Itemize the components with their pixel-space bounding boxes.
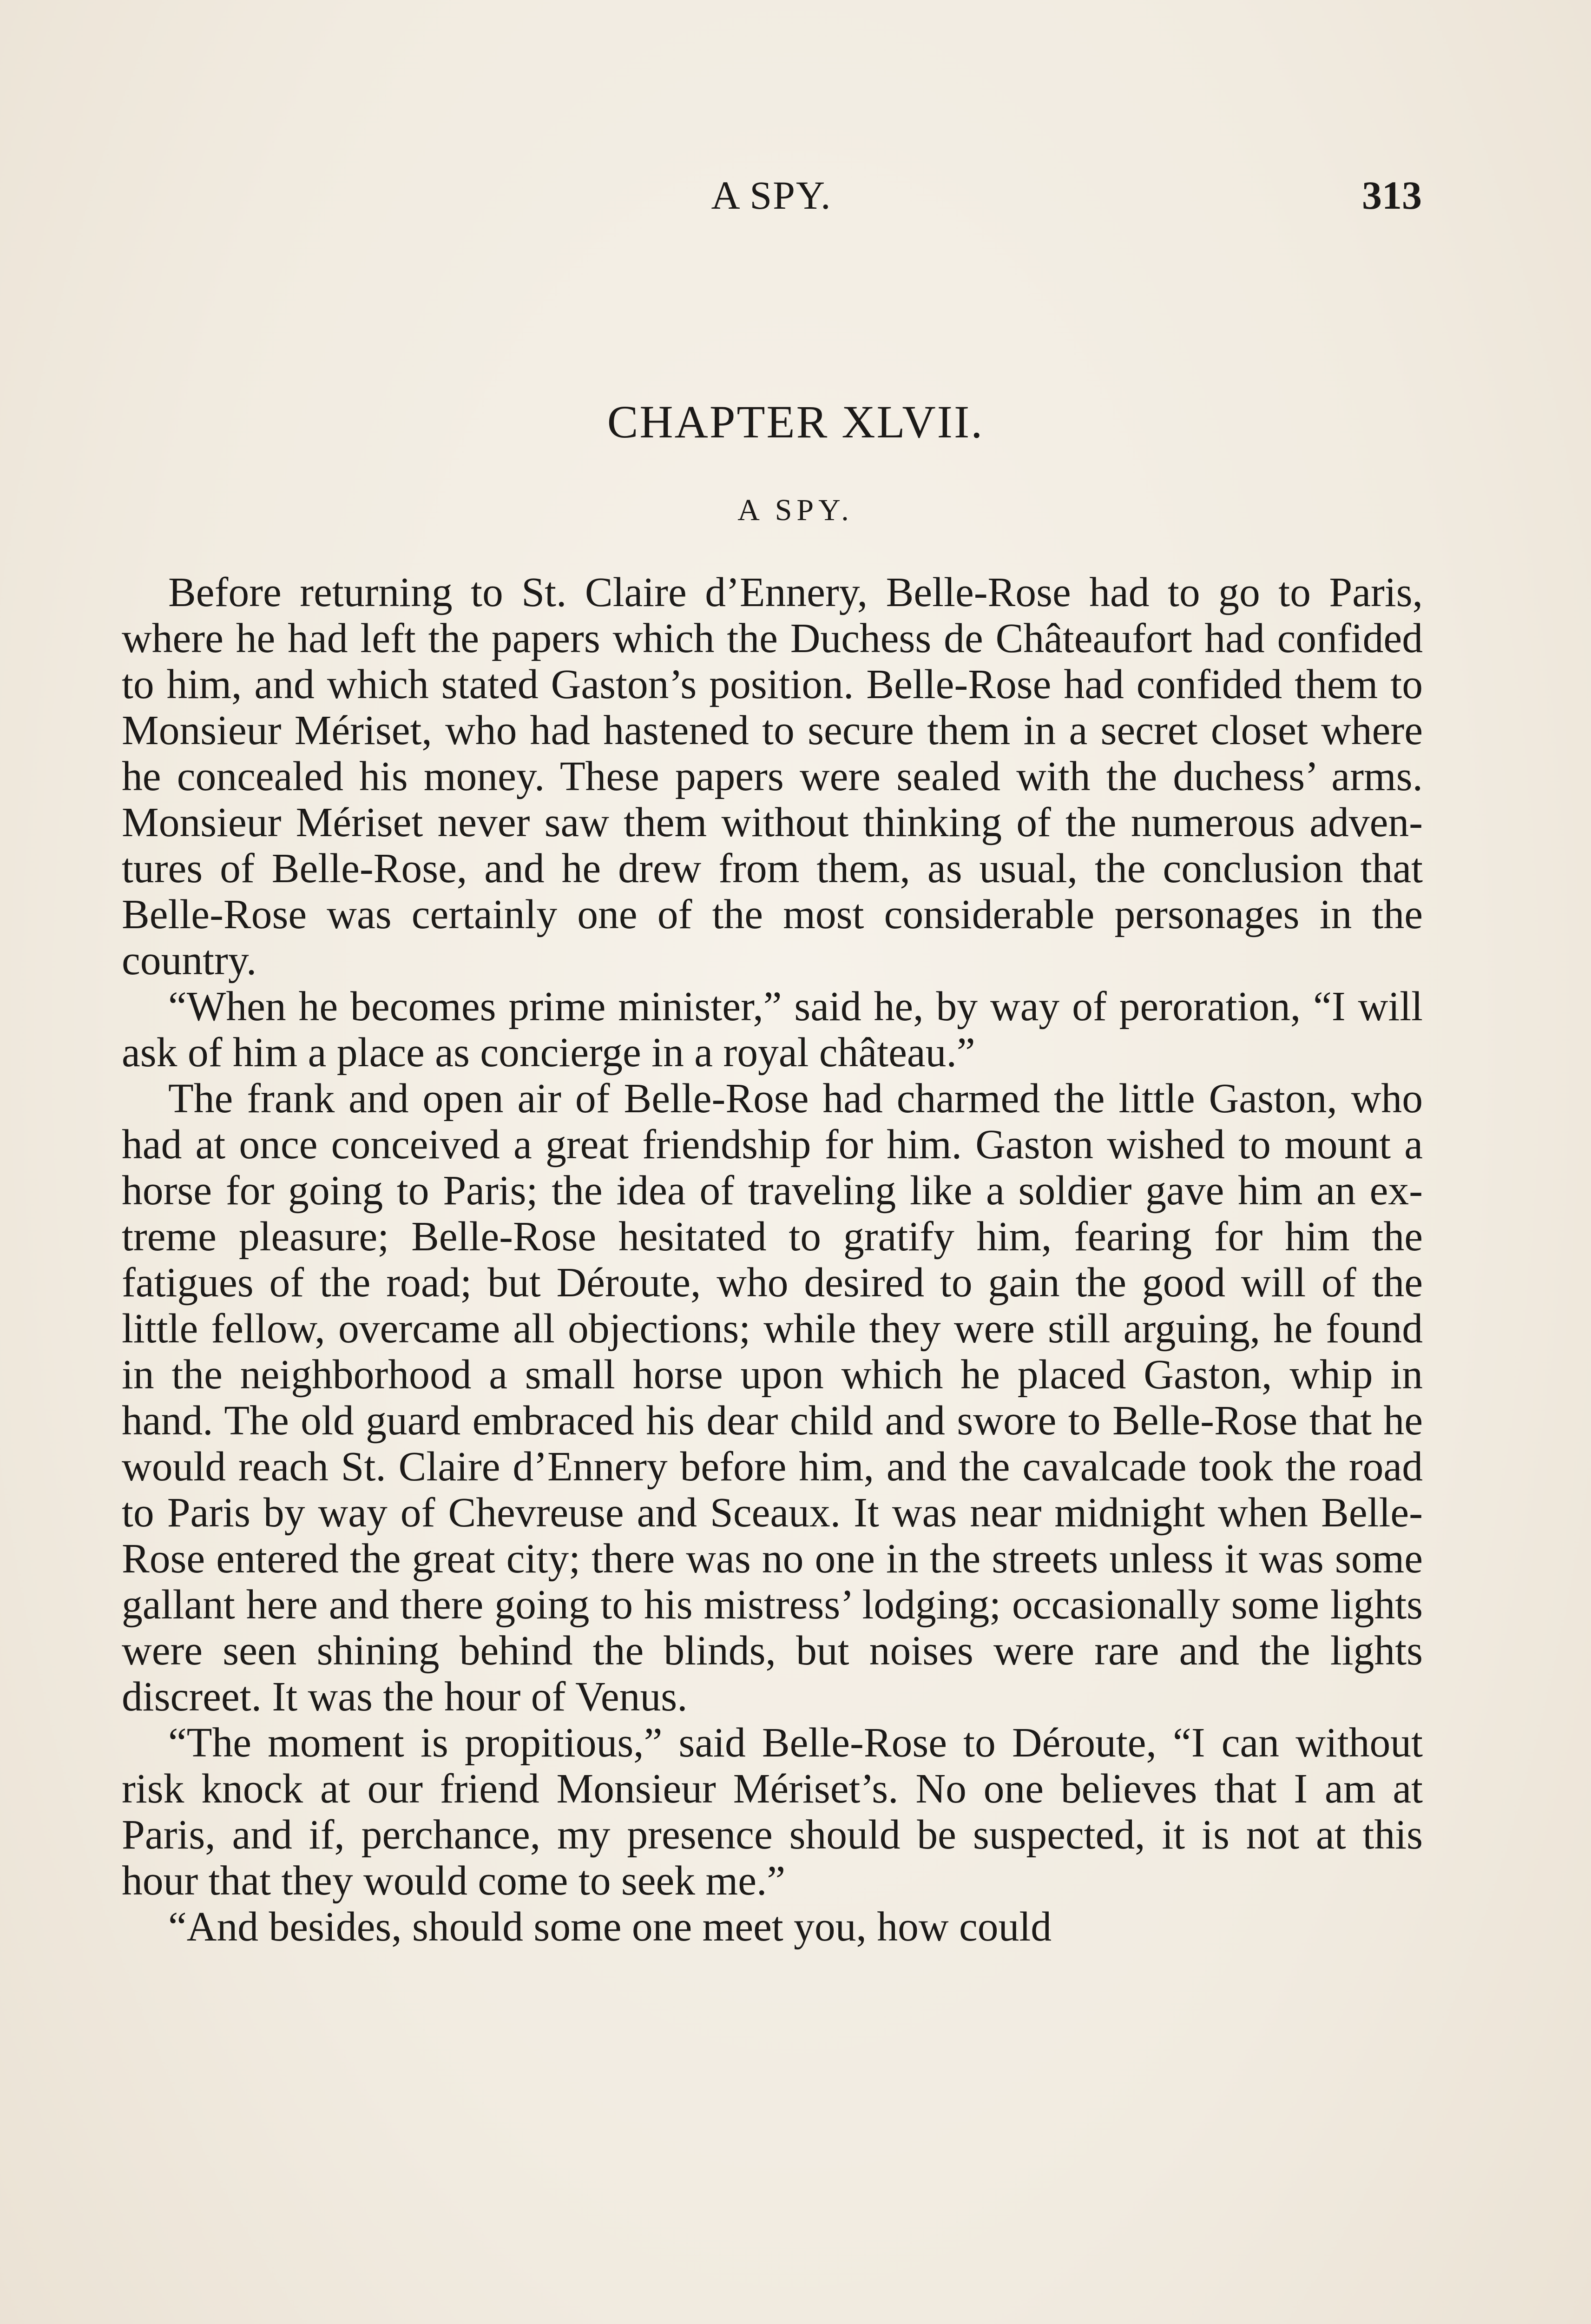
chapter-subtitle: A SPY. (737, 493, 854, 527)
page-number: 313 (1362, 173, 1422, 218)
chapter-heading: CHAPTER XLVII. (607, 396, 984, 448)
paragraph: The frank and open air of Belle-Rose had charmed the little Gaston, who had at once conceived a great friendship for him. Gaston wished to mount a horse for going to Paris; the idea of traveling like a soldier gave him an extreme pleasure; Belle-Rose hesitated to gratify him, fearing for him the fatigues of the road; but Déroute, who desired to gain the good will of the little fellow, overcame all objections; while they were still arguing, he found in the neighborhood a small horse upon which he placed Gaston, whip in hand. The old guard embraced his dear child and swore to Belle-Rose that he would reach St. Claire d’Ennery before him, and the cavalcade took the road to Paris by way of Chevreuse and Sceaux. It was near midnight when Belle-Rose entered the great city; there was no one in the streets unless it was some gallant here and there going to his mistress’ lodging; occasionally some lights were seen shining behind the blinds, but noises were rare and the lights discreet. It was the hour of Venus. (122, 1076, 1423, 1720)
paragraph: “The moment is propitious,” said Belle-Rose to Déroute, “I can without risk knock at our friend Monsieur Mériset’s. No one believes that I am at Paris, and if, perchance, my presence should be suspected, it is not at this hour that they would come to seek me.” (122, 1720, 1423, 1904)
running-title: A SPY. (711, 173, 832, 218)
paragraph: “When he becomes prime minister,” said he, by way of peroration, “I will ask of him a place as concierge in a royal château.” (122, 984, 1423, 1076)
running-head (121, 172, 1422, 223)
body-text (122, 569, 1423, 1950)
paragraph: Before returning to St. Claire d’Ennery, Belle-Rose had to go to Paris, where he had left the papers which the Duchess de Châteaufort had confided to him, and which stated Gaston’s position. Belle-Rose had confided them to Monsieur Mériset, who had hastened to secure them in a secret closet where he concealed his money. These papers were sealed with the duchess’ arms. Monsieur Mériset never saw them without thinking of the numerous adventures of Belle-Rose, and he drew from them, as usual, the conclusion that Belle-Rose was certainly one of the most considerable personages in the country. (122, 569, 1423, 984)
paragraph: “And besides, should some one meet you, how could (168, 1904, 1052, 1950)
